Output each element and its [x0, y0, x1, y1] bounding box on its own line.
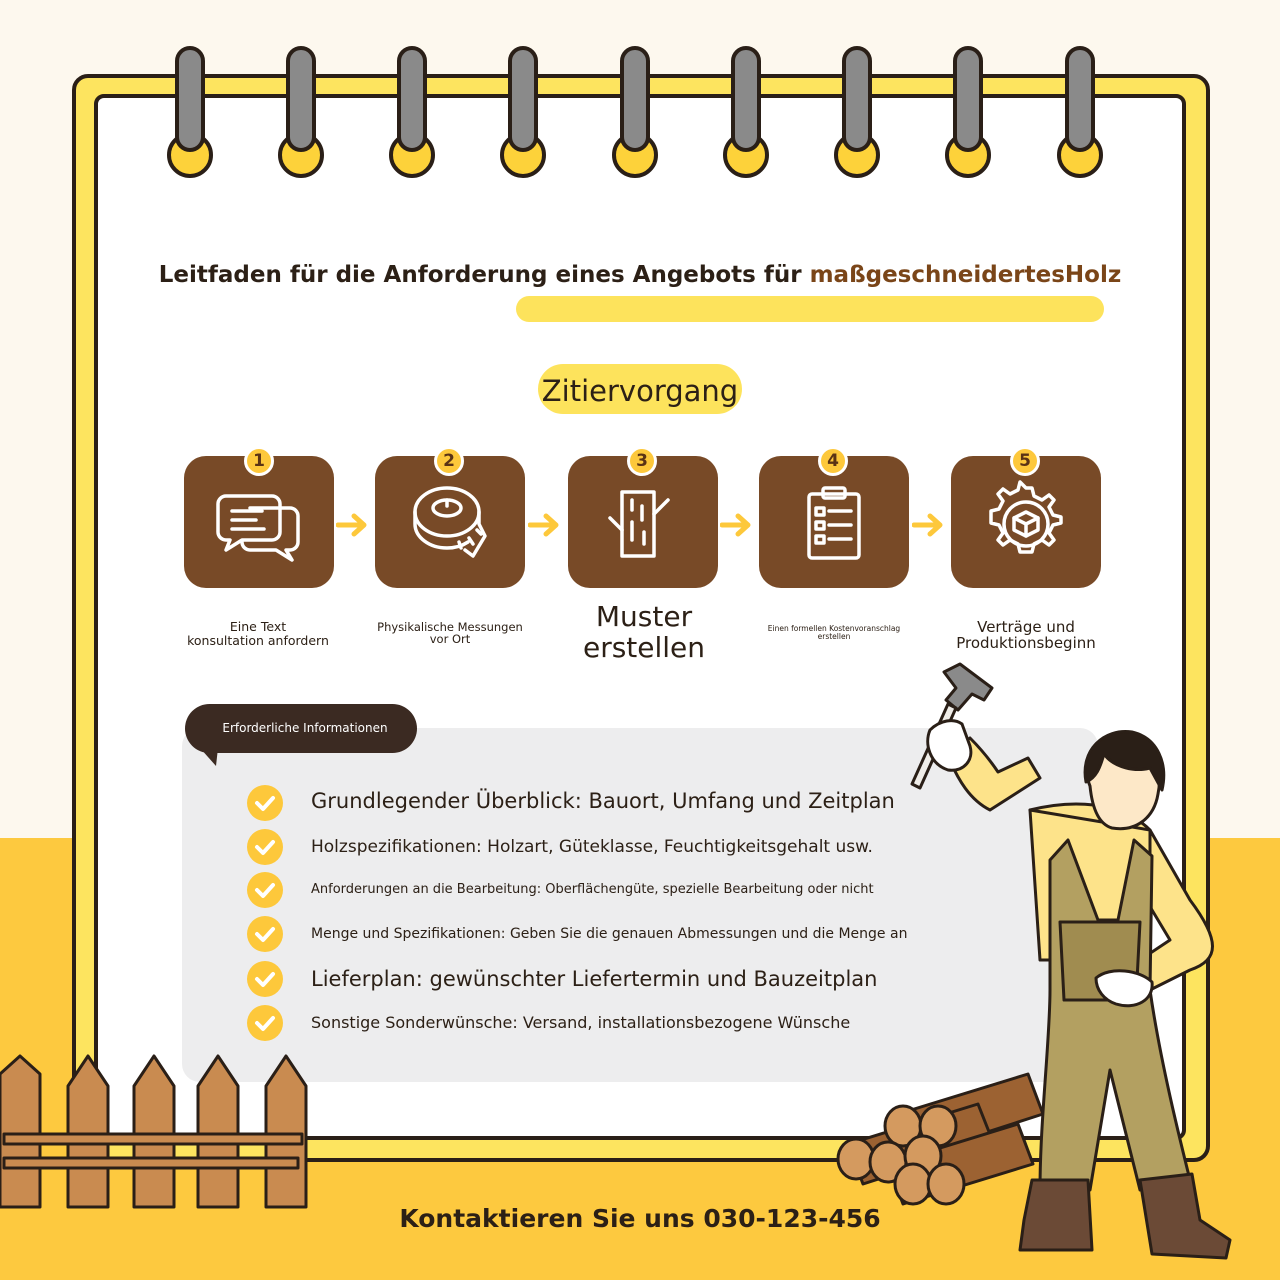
- fence-icon: [0, 1052, 312, 1212]
- step-2-number: 2: [434, 446, 464, 476]
- step-4-label-line: Einen formellen Kostenvoranschlag: [767, 624, 901, 633]
- step-1-number: 1: [244, 446, 274, 476]
- step-5-label: [924, 619, 1128, 651]
- step-2-label-line: vor Ort: [429, 632, 471, 647]
- step-2-label: [352, 621, 548, 646]
- list-item: Holzspezifikationen: Holzart, Güteklasse, Feuchtigkeitsgehalt usw.: [311, 837, 873, 857]
- ring: [731, 46, 761, 152]
- ring: [397, 46, 427, 152]
- ring: [620, 46, 650, 152]
- ring: [286, 46, 316, 152]
- step-5-label-line: Produktionsbeginn: [956, 634, 1096, 653]
- check-icon: [247, 961, 283, 997]
- info-tab-label: Erforderliche Informationen: [222, 721, 388, 735]
- step-3-label: [546, 602, 742, 664]
- check-icon: [247, 1005, 283, 1041]
- list-item: Lieferplan: gewünschter Liefertermin und Bauzeitplan: [311, 967, 878, 991]
- check-icon: [247, 829, 283, 865]
- check-icon: [247, 916, 283, 952]
- check-icon: [247, 785, 283, 821]
- arrow-right-icon: [528, 510, 564, 540]
- step-5-label-line: Verträge und: [977, 618, 1075, 636]
- arrow-right-icon: [336, 510, 372, 540]
- step-4-label-line: erstellen: [817, 632, 851, 642]
- process-title: Zitiervorgang: [541, 374, 739, 408]
- step-1-label-line: konsultation anfordern: [187, 632, 329, 648]
- step-3-number: 3: [627, 446, 657, 476]
- page-title: [140, 262, 1140, 288]
- list-item: Grundlegender Überblick: Bauort, Umfang und Zeitplan: [311, 789, 895, 813]
- ring: [953, 46, 983, 152]
- ring: [175, 46, 205, 152]
- step-4-number: 4: [818, 446, 848, 476]
- arrow-right-icon: [720, 510, 756, 540]
- list-item: Anforderungen an die Bearbeitung: Oberflächengüte, spezielle Bearbeitung oder nicht: [311, 882, 874, 897]
- check-icon: [247, 872, 283, 908]
- ring: [842, 46, 872, 152]
- step-5-number: 5: [1010, 446, 1040, 476]
- contact-line: Kontaktieren Sie uns 030-123-456: [399, 1204, 881, 1233]
- step-3-label-line: erstellen: [582, 630, 706, 664]
- step-1-label: [160, 620, 356, 647]
- arrow-right-icon: [912, 510, 948, 540]
- carpenter-character-icon: [900, 660, 1248, 1260]
- title-prefix: Leitfaden für die Anforderung eines Angebots für: [158, 262, 810, 288]
- title-highlight: [516, 296, 1104, 322]
- list-item: Sonstige Sonderwünsche: Versand, installationsbezogene Wünsche: [311, 1013, 851, 1032]
- title-accent: maßgeschneidertesHolz: [809, 262, 1122, 288]
- step-3-label-line: Muster: [595, 600, 693, 633]
- step-2-label-line: Physikalische Messungen: [377, 620, 523, 634]
- ring: [1065, 46, 1095, 152]
- list-item: Menge und Spezifikationen: Geben Sie die genauen Abmessungen und die Menge an: [311, 926, 908, 942]
- ring: [508, 46, 538, 152]
- step-4-label: [744, 625, 924, 641]
- step-1-label-line: Eine Text: [229, 619, 287, 634]
